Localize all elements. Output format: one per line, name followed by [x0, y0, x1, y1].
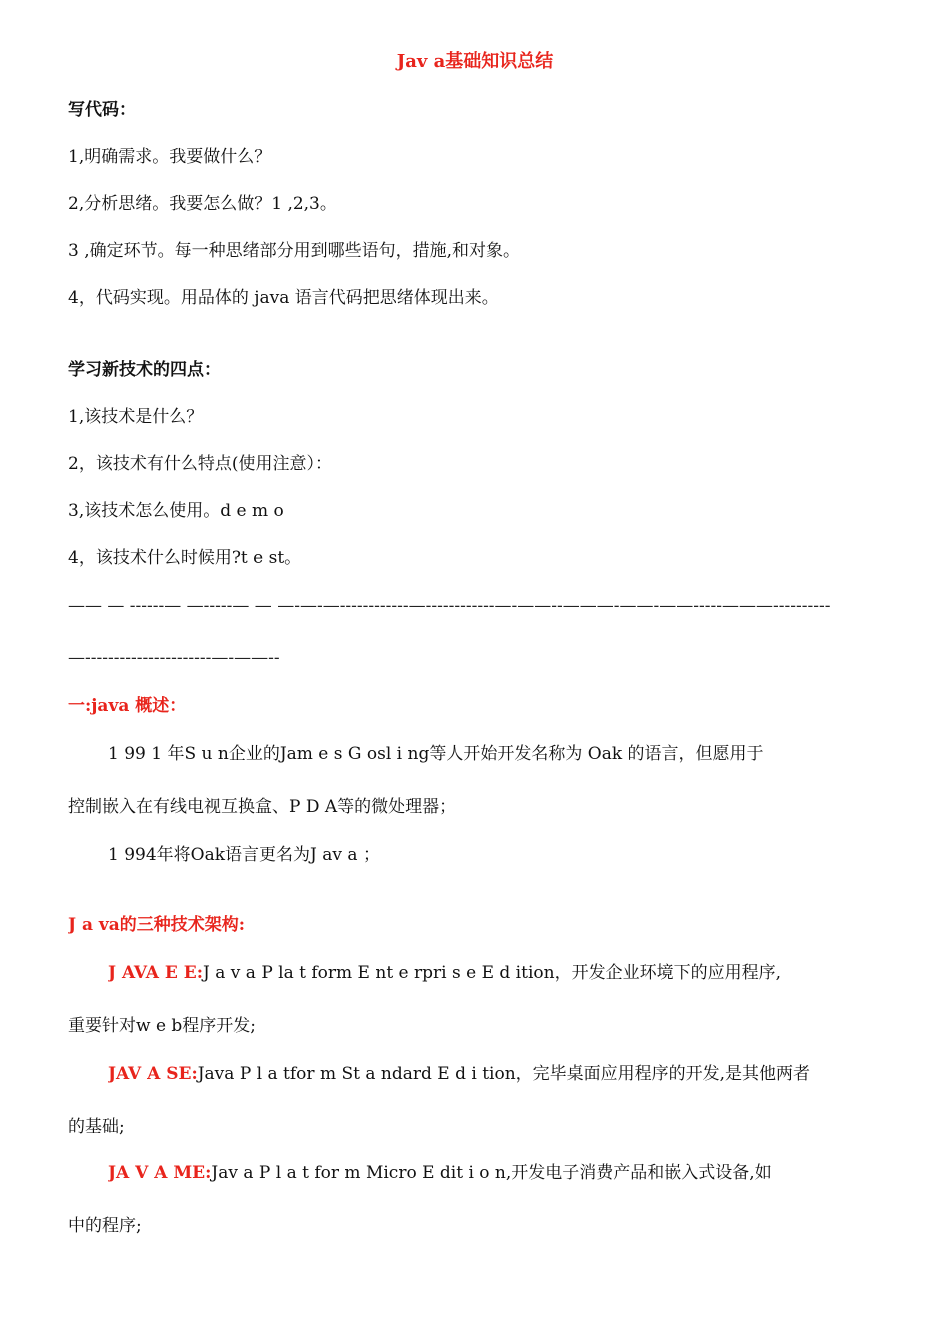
write-code-item: 2,分析思绪。我要怎么做？1 ,2,3。 [68, 194, 337, 214]
write-code-item: 4，代码实现。用品体的 java 语言代码把思绪体现出来。 [68, 288, 499, 308]
learn-tech-item: 1,该技术是什么？ [68, 407, 204, 427]
arch-se-line-cont: 的基础; [68, 1117, 125, 1137]
arch-se-label: JAV A SE: [108, 1064, 198, 1084]
divider-line: —— — ------— —-----— — —-—-—------------—------------—-——--———-——-——-----———---------- [68, 596, 831, 616]
arch-ee-text: J a v a P la t form E nt e rpri s e E d ition，开发企业环境下的应用程序, [203, 963, 781, 983]
arch-se-text: Java P l a tfor m St a ndard E d i tion，完毕桌面应用程序的开发,是其他两者 [197, 1064, 811, 1084]
overview-paragraph: 1 99 1 年S u n企业的Jam e s G osl i ng等人开始开发名称为 Oak 的语言，但愿用于 [108, 744, 764, 764]
arch-se-line [108, 1062, 890, 1086]
write-code-item: 1,明确需求。我要做什么？ [68, 147, 272, 167]
learn-tech-item: 2，该技术有什么特点(使用注意）： [68, 454, 332, 474]
heading-write-code: 写代码： [68, 100, 136, 120]
arch-me-line [108, 1161, 890, 1185]
arch-me-line-cont: 中的程序; [68, 1216, 142, 1236]
arch-ee-line [108, 961, 890, 985]
write-code-item: 3 ,确定环节。每一种思绪部分用到哪些语句，措施,和对象。 [68, 241, 521, 261]
divider-line: —----------------------—-——-- [68, 648, 280, 668]
arch-me-text: Jav a P l a t for m Micro E dit i o n,开发电子消费产品和嵌入式设备,如 [211, 1163, 772, 1183]
overview-paragraph-cont: 控制嵌入在有线电视互换盒、P D A等的微处理器； [68, 797, 457, 817]
arch-me-label: JA V A ME: [108, 1163, 212, 1183]
learn-tech-item: 3,该技术怎么使用。d e m o [68, 501, 284, 521]
document-title: Jav a基础知识总结 [396, 51, 554, 72]
heading-three-architectures: J a va的三种技术架构: [68, 915, 246, 935]
overview-paragraph: 1 994年将Oak语言更名为J av a ； [108, 845, 380, 865]
arch-ee-label: J AVA E E: [108, 963, 204, 983]
arch-ee-line-cont: 重要针对w e b程序开发; [68, 1016, 257, 1036]
heading-java-overview: 一:java 概述： [68, 696, 187, 716]
learn-tech-item: 4，该技术什么时候用?t e st。 [68, 548, 302, 568]
heading-learn-tech: 学习新技术的四点： [68, 360, 221, 380]
